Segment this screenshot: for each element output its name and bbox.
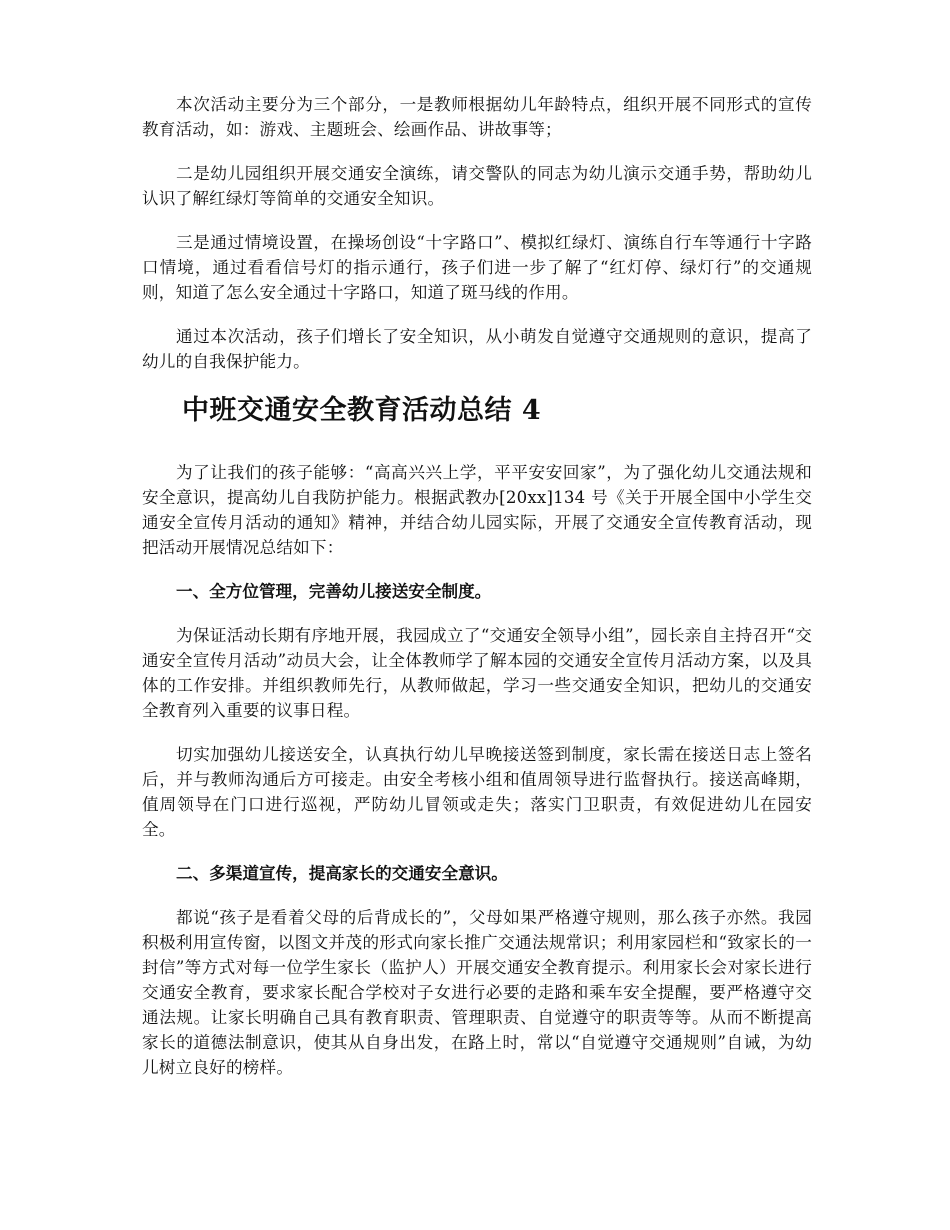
part1-paragraph-2: 切实加强幼儿接送安全，认真执行幼儿早晚接送签到制度，家长需在接送日志上签名后，并与教师沟通后方可接走。由安全考核小组和值周领导进行监督执行。接送高峰期，值周领导在门口进行巡视，严防幼儿冒领或走失；落实门卫职责，有效促进幼儿在园安全。 bbox=[142, 745, 812, 839]
document-page bbox=[142, 92, 812, 1099]
section-title: 中班交通安全教育活动总结 4 bbox=[182, 395, 542, 426]
intro-paragraph-2: 二是幼儿园组织开展交通安全演练，请交警队的同志为幼儿演示交通手势，帮助幼儿认识了解红绿灯等简单的交通安全知识。 bbox=[142, 164, 812, 208]
part2-heading: 二、多渠道宣传，提高家长的交通安全意识。 bbox=[176, 863, 508, 883]
intro-paragraph-3: 三是通过情境设置，在操场创设“十字路口”、模拟红绿灯、演练自行车等通行十字路口情境，通过看看信号灯的指示通行，孩子们进一步了解了“红灯停、绿灯行”的交通规则，知道了怎么安全通过十字路口，知道了斑马线的作用。 bbox=[142, 233, 812, 302]
section-intro-paragraph: 为了让我们的孩子能够：“高高兴兴上学，平平安安回家”，为了强化幼儿交通法规和安全意识，提高幼儿自我防护能力。根据武教办[20xx]134 号《关于开展全国中小学生交通安全宣传月活动的通知》精神，并结合幼儿园实际，开展了交通安全宣传教育活动，现把活动开展情况总结如下： bbox=[142, 463, 812, 557]
part1-heading: 一、全方位管理，完善幼儿接送安全制度。 bbox=[176, 581, 492, 601]
intro-paragraph-4: 通过本次活动，孩子们增长了安全知识，从小萌发自觉遵守交通规则的意识，提高了幼儿的自我保护能力。 bbox=[142, 327, 812, 371]
intro-paragraph-1: 本次活动主要分为三个部分，一是教师根据幼儿年龄特点，组织开展不同形式的宣传教育活动，如：游戏、主题班会、绘画作品、讲故事等； bbox=[142, 95, 812, 139]
part1-paragraph-1: 为保证活动长期有序地开展，我园成立了“交通安全领导小组”，园长亲自主持召开“交通安全宣传月活动”动员大会，让全体教师学了解本园的交通安全宣传月活动方案，以及具体的工作安排。并组织教师先行，从教师做起，学习一些交通安全知识，把幼儿的交通安全教育列入重要的议事日程。 bbox=[142, 626, 812, 720]
part2-paragraph-1: 都说“孩子是看着父母的后背成长的”，父母如果严格遵守规则，那么孩子亦然。我园积极利用宣传窗，以图文并茂的形式向家长推广交通法规常识；利用家园栏和“致家长的一封信”等方式对每一位学生家长（监护人）开展交通安全教育提示。利用家长会对家长进行交通安全教育，要求家长配合学校对子女进行必要的走路和乘车安全提醒，要严格遵守交通法规。让家长明确自己具有教育职责、管理职责、自觉遵守的职责等等。从而不断提高家长的道德法制意识，使其从自身出发，在路上时，常以“自觉遵守交通规则”自诫，为幼儿树立良好的榜样。 bbox=[142, 908, 812, 1077]
